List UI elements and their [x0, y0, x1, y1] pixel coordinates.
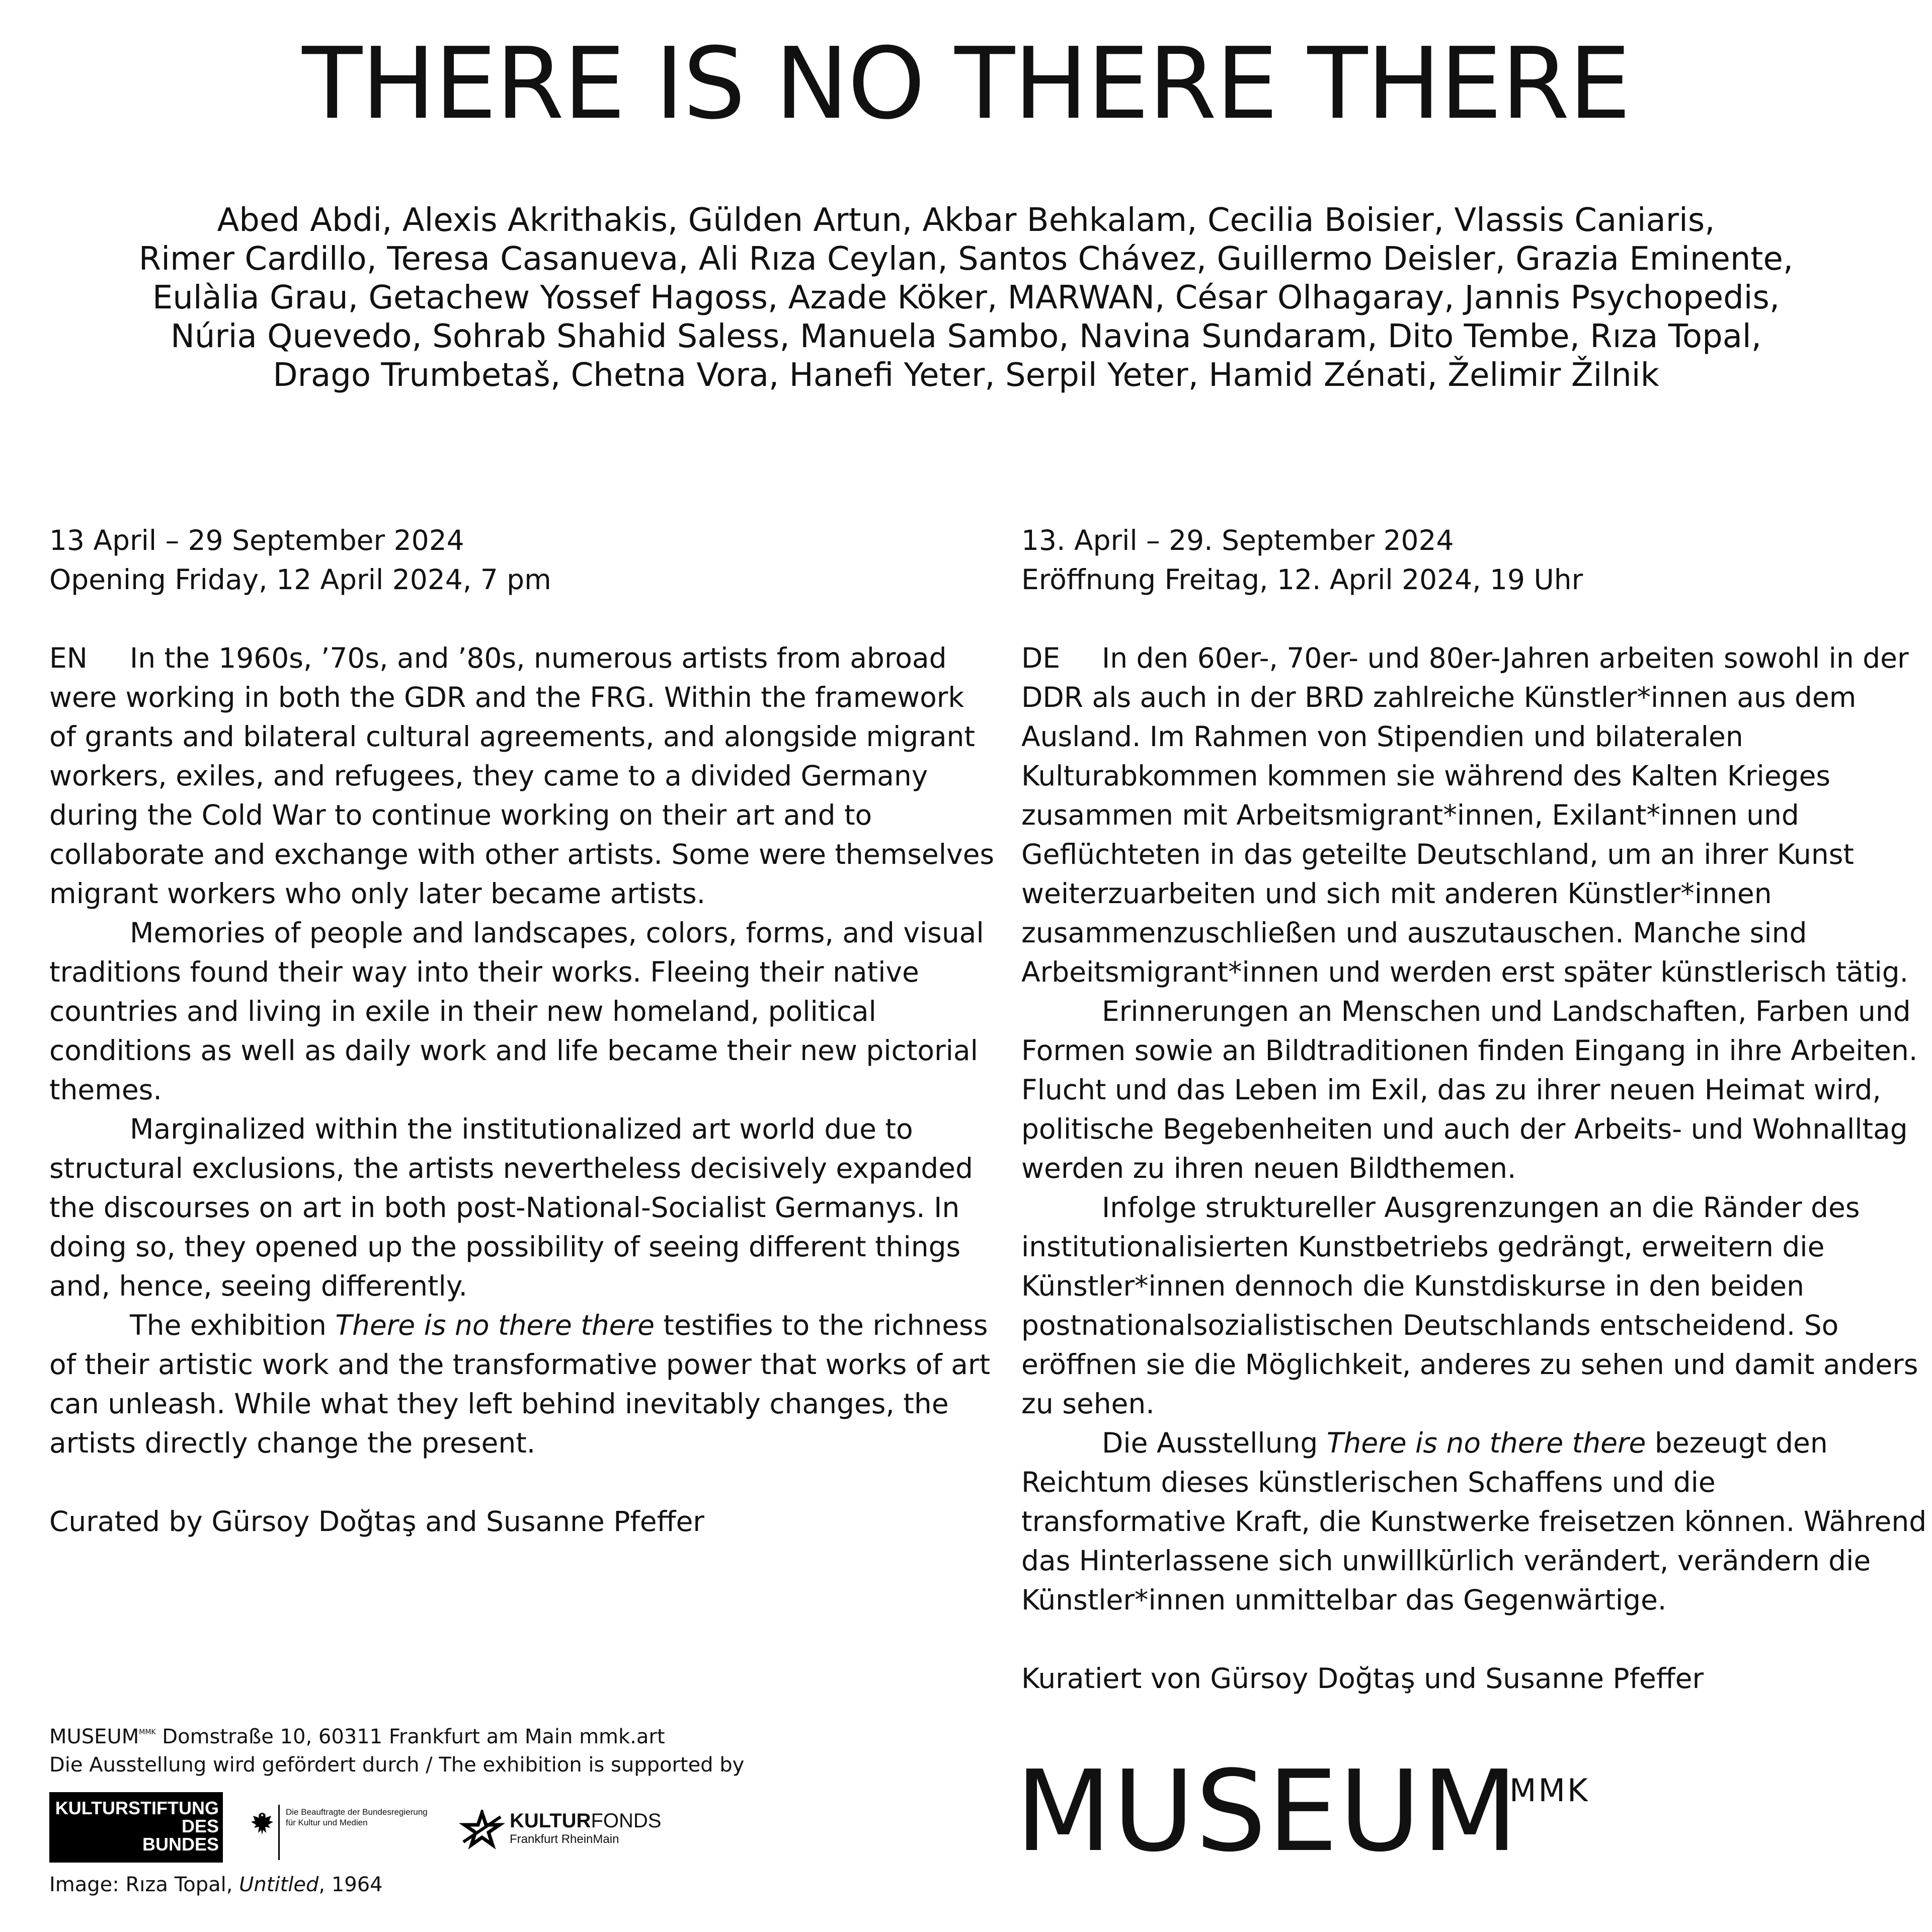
address: Domstraße 10, 60311 Frankfurt am Main mmk.art [155, 1725, 665, 1748]
museum-word: MUSEUM [49, 1725, 139, 1748]
museum-sup: MMK [139, 1728, 156, 1736]
paragraph-text: In den 60er-, 70er- und 80er-Jahren arbeiten sowohl in der DDR als auch in der BRD zahlreiche Künstler*innen aus dem Ausland. Im Rahmen von Stipendien und bilateralen Kulturabkommen kommen sie während des Kalten Krieges zusammen mit Arbeitsmigrant*innen, Exilant*innen und Geflüchteten in das geteilte Deutschland, um an ihrer Kunst weiterzuarbeiten und sich mit anderen Künstler*innen zusammenzuschließen und auszutauschen. Manche sind Arbeitsmigrant*innen und werden erst später künstlerisch tätig. [1021, 642, 1909, 988]
credit-text: , 1964 [318, 1873, 383, 1896]
federal-eagle-icon [248, 1810, 276, 1841]
german-column [1021, 521, 1927, 1698]
paragraph-text: In the 1960s, ’70s, and ’80s, numerous artists from abroad were working in both the GDR and the FRG. Within the framework of grants and bilateral cultural agreements, and alongside migrant workers, exiles, and refugees, they came to a divided Germany during the Cold War to continue working on their art and to collaborate and exchange with other artists. Some were themselves migrant workers who only later became artists. [49, 642, 995, 910]
paragraph-text: Die Ausstellung [1102, 1427, 1327, 1459]
logo-text: KULTURSTIFTUNG [55, 1798, 219, 1818]
english-column [49, 521, 995, 1541]
exhibition-dates: 13. April – 29. September 2024 [1021, 524, 1454, 556]
exhibition-title-italic: There is no there there [1326, 1427, 1646, 1459]
logo-divider [278, 1805, 280, 1860]
exhibition-title: THERE IS NO THERE THERE [302, 27, 1630, 141]
paragraph [1021, 1423, 1927, 1620]
museum-logo-mmk: MMK [1509, 1772, 1590, 1809]
credit-text: Image: Rıza Topal, [49, 1873, 239, 1896]
dates-block-de [1021, 521, 1927, 599]
logo-text: Die Beauftragte der Bundesregierung [286, 1807, 428, 1817]
logo-text: FONDS [591, 1810, 662, 1832]
logo-text: BUNDES [142, 1834, 219, 1855]
artist-list [0, 201, 1932, 395]
paragraph: Infolge struktureller Ausgrenzungen an die Ränder des institutionalisierten Kunstbetriebs gedrängt, erweitern die Künstler*innen dennoch die Kunstdiskurse in den beiden postnationalsozialistischen Deutschlands entscheidend. So eröffnen sie die Möglichkeit, anderes zu sehen und damit anders zu sehen. [1021, 1191, 1918, 1420]
artist-line: Abed Abdi, Alexis Akrithakis, Gülden Artun, Akbar Behkalam, Cecilia Boisier, Vlassis Caniaris, [217, 202, 1715, 239]
bundesregierung-logo [248, 1805, 439, 1860]
credit-title: Untitled [239, 1873, 319, 1896]
language-marker: DE [1021, 642, 1061, 674]
footer-info [49, 1718, 744, 1779]
exhibition-title-italic: There is no there there [335, 1309, 655, 1341]
body-text-de [1021, 638, 1927, 1620]
kulturfonds-subtitle: Frankfurt RheinMain [510, 1832, 619, 1846]
logo-text: für Kultur und Medien [286, 1818, 368, 1827]
kulturfonds-star-icon [459, 1810, 505, 1850]
paragraph [1021, 638, 1927, 992]
artist-line: Eulàlia Grau, Getachew Yossef Hagoss, Azade Köker, MARWAN, César Olhagaray, Jannis Psychopedis, [152, 279, 1780, 316]
paragraph: Marginalized within the institutionalized art world due to structural exclusions, the artists nevertheless decisively expanded the discourses on art in both post-National-Socialist Germanys. In doing so, they opened up the possibility of seeing different things and, hence, seeing differently. [49, 1113, 973, 1302]
body-text-en [49, 638, 995, 1463]
bund-text [286, 1807, 428, 1828]
paragraph-text: bezeugt den Reichtum dieses künstlerischen Schaffens und die transformative Kraft, die Kunstwerke freisetzen können. Während das Hinterlassene sich unwillkürlich verändert, verändern die Künstler*innen unmittelbar das Gegenwärtige. [1021, 1427, 1927, 1616]
language-marker: EN [49, 642, 88, 674]
image-credit [49, 1871, 383, 1899]
museum-logo: MUSEUM [1015, 1747, 1519, 1877]
paragraph: Memories of people and landscapes, colors, forms, and visual traditions found their way into their works. Fleeing their native countries and living in exile in their new homeland, political conditions as well as daily work and life became their new pictorial themes. [49, 917, 984, 1106]
artist-line: Núria Quevedo, Sohrab Shahid Saless, Manuela Sambo, Navina Sundaram, Dito Tembe, Rıza Topal, [170, 318, 1762, 355]
logo-text: KULTUR [510, 1810, 591, 1832]
paragraph [49, 638, 995, 913]
artist-line: Rimer Cardillo, Teresa Casanueva, Ali Rıza Ceylan, Santos Chávez, Guillermo Deisler, Grazia Eminente, [138, 240, 1794, 278]
museum-address-line [49, 1718, 744, 1751]
support-line: Die Ausstellung wird gefördert durch / The exhibition is supported by [49, 1753, 745, 1777]
artist-line: Drago Trumbetaš, Chetna Vora, Hanefi Yeter, Serpil Yeter, Hamid Zénati, Želimir Žilnik [273, 357, 1659, 394]
dates-block-en [49, 521, 995, 599]
opening-info: Eröffnung Freitag, 12. April 2024, 19 Uhr [1021, 564, 1583, 596]
paragraph-text: The exhibition [130, 1309, 336, 1341]
exhibition-dates: 13 April – 29 September 2024 [49, 524, 464, 556]
curators: Kuratiert von Gürsoy Doğtaş und Susanne Pfeffer [1021, 1662, 1704, 1695]
paragraph: Erinnerungen an Menschen und Landschaften, Farben und Formen sowie an Bildtraditionen finden Eingang in ihre Arbeiten. Flucht und das Leben im Exil, das zu ihrer neuen Heimat wird, politische Begebenheiten und auch der Arbeits- und Wohnalltag werden zu ihren neuen Bildthemen. [1021, 995, 1918, 1184]
kulturfonds-logo [459, 1810, 661, 1855]
paragraph [49, 1306, 995, 1463]
curators: Curated by Gürsoy Doğtaş and Susanne Pfeffer [49, 1505, 704, 1538]
kulturstiftung-logo [49, 1792, 223, 1863]
sponsor-logos [49, 1792, 703, 1863]
logo-text: DES [181, 1816, 219, 1836]
paragraph-text: testifies to the richness of their artistic work and the transformative power that works of art can unleash. While what they left behind inevitably changes, the artists directly change the present. [49, 1309, 991, 1459]
kulturfonds-wordmark [510, 1811, 661, 1831]
opening-info: Opening Friday, 12 April 2024, 7 pm [49, 564, 551, 596]
